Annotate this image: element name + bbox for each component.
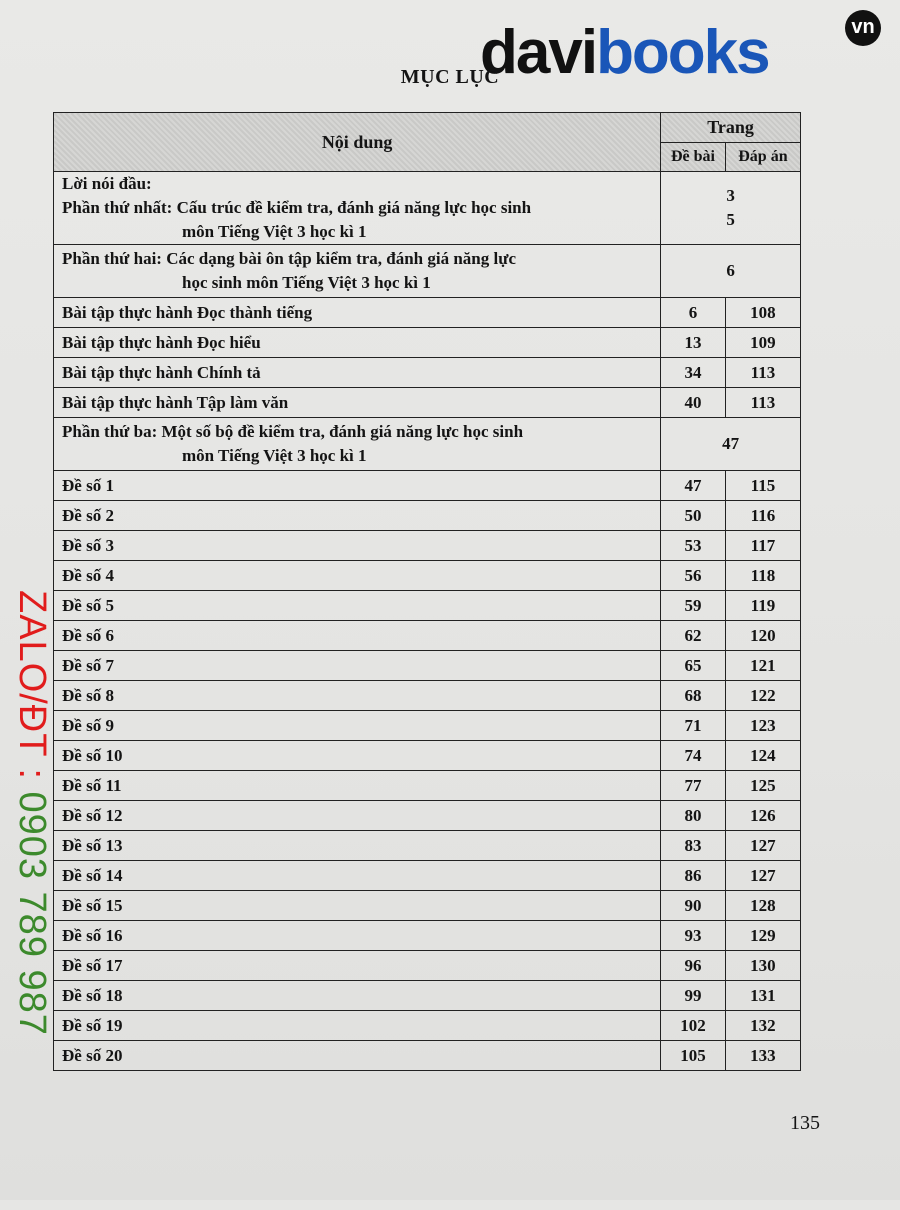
part1-line-1: Phần thứ nhất: Cấu trúc đề kiểm tra, đánh giá năng lực học sinh [62, 198, 532, 217]
test-answer-page: 121 [725, 651, 800, 681]
logo-text-books: books [596, 18, 769, 87]
test-exercise-page: 99 [661, 981, 726, 1011]
test-exercise-page: 50 [661, 501, 726, 531]
intro-pages [661, 172, 801, 245]
table-row [54, 951, 801, 981]
part2-line-2: học sinh môn Tiếng Việt 3 học kì 1 [182, 273, 431, 292]
table-row [54, 681, 801, 711]
exercise-exercise-page: 13 [661, 328, 726, 358]
test-label: Đề số 13 [54, 831, 661, 861]
test-answer-page: 118 [725, 561, 800, 591]
page-number: 135 [790, 1112, 820, 1134]
test-label: Đề số 12 [54, 801, 661, 831]
header-answer: Đáp án [725, 142, 800, 172]
test-answer-page: 131 [725, 981, 800, 1011]
test-answer-page: 115 [725, 471, 800, 501]
table-row [54, 591, 801, 621]
exercise-label: Bài tập thực hành Đọc hiểu [54, 328, 661, 358]
table-row [54, 771, 801, 801]
table-row [54, 801, 801, 831]
part3-line-2: môn Tiếng Việt 3 học kì 1 [182, 446, 367, 465]
test-exercise-page: 65 [661, 651, 726, 681]
table-row [54, 711, 801, 741]
test-label: Đề số 2 [54, 501, 661, 531]
toc-row-part2 [54, 245, 801, 298]
test-answer-page: 116 [725, 501, 800, 531]
table-row [54, 981, 801, 1011]
intro-page: 3 [726, 186, 735, 205]
watermark-label: ZALO/ĐT : [11, 590, 53, 792]
test-label: Đề số 15 [54, 891, 661, 921]
test-label: Đề số 11 [54, 771, 661, 801]
page-title: MỤC LỤC [400, 66, 500, 88]
table-row [54, 471, 801, 501]
test-answer-page: 127 [725, 831, 800, 861]
test-answer-page: 133 [725, 1041, 800, 1071]
part3-content [54, 418, 661, 471]
test-label: Đề số 20 [54, 1041, 661, 1071]
test-answer-page: 124 [725, 741, 800, 771]
table-row [54, 561, 801, 591]
table-row [54, 651, 801, 681]
test-answer-page: 128 [725, 891, 800, 921]
part2-content [54, 245, 661, 298]
table-row [54, 328, 801, 358]
table-row [54, 358, 801, 388]
test-label: Đề số 1 [54, 471, 661, 501]
test-label: Đề số 5 [54, 591, 661, 621]
test-answer-page: 117 [725, 531, 800, 561]
intro-line-1: Lời nói đầu: [62, 174, 152, 193]
exercise-answer-page: 108 [725, 298, 800, 328]
test-answer-page: 125 [725, 771, 800, 801]
test-exercise-page: 105 [661, 1041, 726, 1071]
test-exercise-page: 68 [661, 681, 726, 711]
exercise-label: Bài tập thực hành Chính tả [54, 358, 661, 388]
logo-badge-vn: vn [845, 10, 881, 46]
test-exercise-page: 59 [661, 591, 726, 621]
test-label: Đề số 6 [54, 621, 661, 651]
test-label: Đề số 18 [54, 981, 661, 1011]
test-exercise-page: 74 [661, 741, 726, 771]
part2-page: 6 [661, 245, 801, 298]
test-exercise-page: 56 [661, 561, 726, 591]
table-row [54, 1011, 801, 1041]
test-label: Đề số 8 [54, 681, 661, 711]
test-answer-page: 122 [725, 681, 800, 711]
table-row [54, 621, 801, 651]
part3-line-1: Phần thứ ba: Một số bộ đề kiểm tra, đánh giá năng lực học sinh [62, 422, 524, 441]
test-exercise-page: 62 [661, 621, 726, 651]
table-row [54, 531, 801, 561]
test-answer-page: 120 [725, 621, 800, 651]
test-answer-page: 130 [725, 951, 800, 981]
header-content: Nội dung [54, 113, 661, 172]
exercise-exercise-page: 40 [661, 388, 726, 418]
test-exercise-page: 80 [661, 801, 726, 831]
test-label: Đề số 14 [54, 861, 661, 891]
exercise-exercise-page: 6 [661, 298, 726, 328]
watermark-number: 0903 789 987 [11, 791, 53, 1036]
part2-line-1: Phần thứ hai: Các dạng bài ôn tập kiểm tra, đánh giá năng lực [62, 249, 516, 268]
exercise-answer-page: 113 [725, 388, 800, 418]
test-exercise-page: 53 [661, 531, 726, 561]
table-row [54, 831, 801, 861]
part1-line-2: môn Tiếng Việt 3 học kì 1 [182, 222, 367, 241]
test-exercise-page: 83 [661, 831, 726, 861]
table-row [54, 861, 801, 891]
test-answer-page: 119 [725, 591, 800, 621]
toc-row-intro [54, 172, 801, 245]
test-exercise-page: 71 [661, 711, 726, 741]
exercise-label: Bài tập thực hành Đọc thành tiếng [54, 298, 661, 328]
table-row [54, 891, 801, 921]
test-exercise-page: 96 [661, 951, 726, 981]
test-exercise-page: 47 [661, 471, 726, 501]
test-label: Đề số 16 [54, 921, 661, 951]
test-answer-page: 129 [725, 921, 800, 951]
intro-content [54, 172, 661, 245]
test-exercise-page: 86 [661, 861, 726, 891]
contact-watermark [11, 590, 53, 1210]
test-exercise-page: 93 [661, 921, 726, 951]
header-page: Trang [661, 113, 801, 143]
part3-page: 47 [661, 418, 801, 471]
test-answer-page: 126 [725, 801, 800, 831]
part1-page: 5 [726, 210, 735, 229]
exercise-label: Bài tập thực hành Tập làm văn [54, 388, 661, 418]
test-exercise-page: 102 [661, 1011, 726, 1041]
test-answer-page: 123 [725, 711, 800, 741]
test-label: Đề số 10 [54, 741, 661, 771]
test-label: Đề số 7 [54, 651, 661, 681]
toc-table [53, 112, 801, 1071]
logo-text-davi: davi [480, 18, 597, 87]
test-exercise-page: 77 [661, 771, 726, 801]
test-label: Đề số 9 [54, 711, 661, 741]
test-label: Đề số 17 [54, 951, 661, 981]
table-row [54, 1041, 801, 1071]
test-exercise-page: 90 [661, 891, 726, 921]
table-row [54, 741, 801, 771]
table-row [54, 298, 801, 328]
table-row [54, 921, 801, 951]
exercise-answer-page: 109 [725, 328, 800, 358]
exercise-answer-page: 113 [725, 358, 800, 388]
table-row [54, 388, 801, 418]
test-answer-page: 132 [725, 1011, 800, 1041]
test-label: Đề số 19 [54, 1011, 661, 1041]
header-exercise: Đề bài [661, 142, 726, 172]
toc-row-part3 [54, 418, 801, 471]
exercise-exercise-page: 34 [661, 358, 726, 388]
test-label: Đề số 4 [54, 561, 661, 591]
table-row [54, 501, 801, 531]
test-answer-page: 127 [725, 861, 800, 891]
test-label: Đề số 3 [54, 531, 661, 561]
